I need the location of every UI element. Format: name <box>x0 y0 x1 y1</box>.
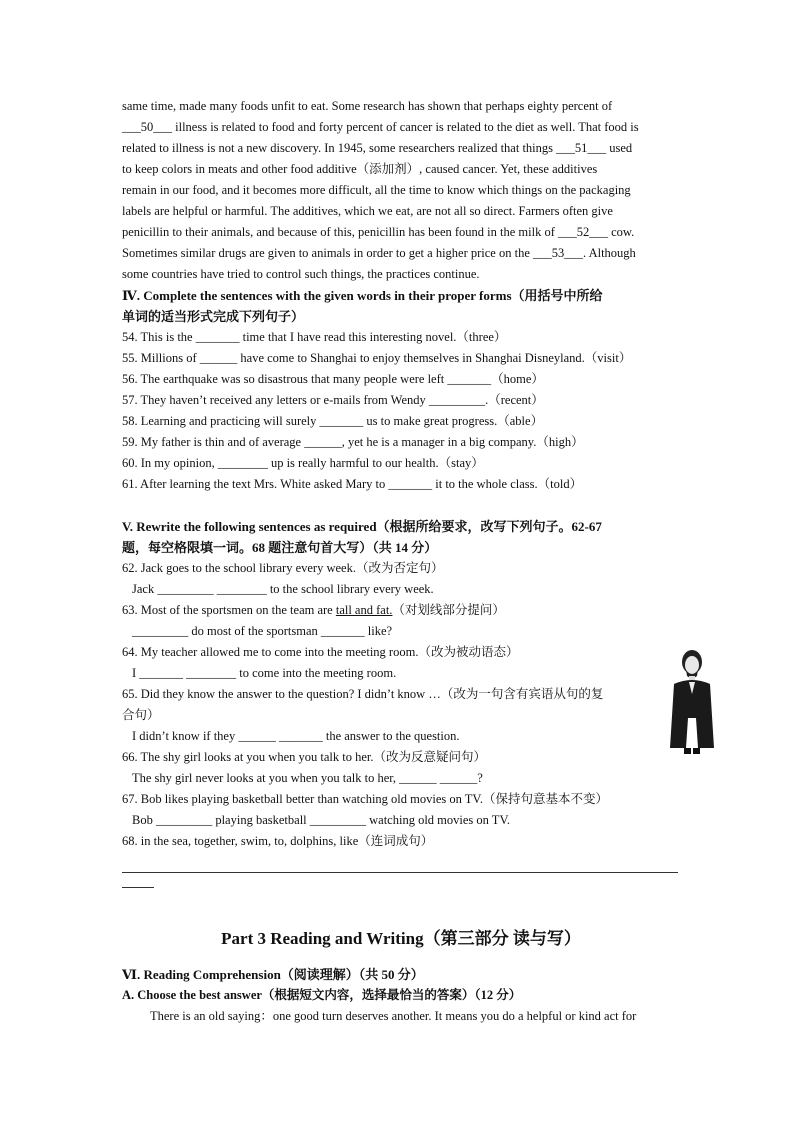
answer-62: Jack _________ ________ to the school library every week. <box>132 582 434 596</box>
section-6-heading: Ⅵ. Reading Comprehension（阅读理解）（共 50 分） <box>122 967 424 982</box>
section-5-heading-cont: 题，每空格限填一词。68 题注意句首大写）（共 14 分） <box>122 540 438 555</box>
question-66: 66. The shy girl looks at you when you talk to her.（改为反意疑问句） <box>122 750 486 764</box>
answer-66: The shy girl never looks at you when you talk to her, ______ ______? <box>132 771 483 785</box>
exam-page <box>122 96 680 1027</box>
section-4-heading-cont: 单词的适当形式完成下列句子） <box>122 309 305 324</box>
passage-line: some countries have tried to control such things, the practices continue. <box>122 267 480 281</box>
passage-line: Sometimes similar drugs are given to animals in order to get a higher price on the ___53___. Although <box>122 246 636 260</box>
reading-first-line <box>122 1006 680 1027</box>
question-55: 55. Millions of ______ have come to Shanghai to enjoy themselves in Shanghai Disneyland.（visit） <box>122 351 632 365</box>
cloze-passage <box>122 96 680 285</box>
question-56: 56. The earthquake was so disastrous that many people were left _______（home） <box>122 372 544 386</box>
question-58: 58. Learning and practicing will surely _______ us to make great progress.（able） <box>122 414 544 428</box>
section-5 <box>122 516 680 888</box>
question-67: 67. Bob likes playing basketball better than watching old movies on TV.（保持句意基本不变） <box>122 792 608 806</box>
question-59: 59. My father is thin and of average ______, yet he is a manager in a big company.（high） <box>122 435 584 449</box>
answer-68-line-short <box>122 873 154 888</box>
question-57: 57. They haven’t received any letters or e-mails from Wendy _________.（recent） <box>122 393 544 407</box>
passage-line: same time, made many foods unfit to eat. Some research has shown that perhaps eighty percent of <box>122 99 613 113</box>
underlined-phrase: tall and fat. <box>335 603 393 617</box>
passage-line: penicillin to their animals, and because of this, penicillin has been found in the milk of ___52___ cow. <box>122 225 635 239</box>
question-64: 64. My teacher allowed me to come into the meeting room.（改为被动语态） <box>122 645 519 659</box>
answer-67: Bob _________ playing basketball _________ watching old movies on TV. <box>132 813 510 827</box>
question-65-cont: 合句） <box>122 708 160 722</box>
section-4-heading: Ⅳ. Complete the sentences with the given words in their proper forms（用括号中所给 <box>122 288 603 303</box>
answer-68-line <box>122 856 678 873</box>
answer-63: _________ do most of the sportsman _______ like? <box>132 624 393 638</box>
passage-line: labels are helpful or harmful. The additives, which we eat, are not all so direct. Farmers often give <box>122 204 613 218</box>
answer-64: I _______ ________ to come into the meeting room. <box>132 666 397 680</box>
passage-line: ___50___ illness is related to food and forty percent of cancer is related to the diet as well. That food is <box>122 120 639 134</box>
passage-line: related to illness is not a new discovery. In 1945, some researchers realized that things ___51___ used <box>122 141 633 155</box>
question-62: 62. Jack goes to the school library every week.（改为否定句） <box>122 561 444 575</box>
question-60: 60. In my opinion, ________ up is really harmful to our health.（stay） <box>122 456 484 470</box>
section-a-heading: A. Choose the best answer（根据短文内容，选择最恰当的答案）（12 分） <box>122 988 522 1002</box>
reading-first-line-text: There is an old saying：one good turn deserves another. It means you do a helpful or kind act for <box>150 1009 637 1023</box>
passage-line: to keep colors in meats and other food additive（添加剂）, caused cancer. Yet, these additives <box>122 162 598 176</box>
question-63-instruction: （对划线部分提问） <box>392 603 505 617</box>
question-63-text: 63. Most of the sportsmen on the team are <box>122 603 336 617</box>
section-4 <box>122 285 680 495</box>
answer-65: I didn’t know if they ______ _______ the answer to the question. <box>132 729 460 743</box>
question-61: 61. After learning the text Mrs. White asked Mary to _______ it to the whole class.（told） <box>122 477 583 491</box>
question-68: 68. in the sea, together, swim, to, dolphins, like（连词成句） <box>122 834 434 848</box>
section-5-heading: V. Rewrite the following sentences as required（根据所给要求，改写下列句子。62-67 <box>122 519 602 534</box>
part-3-title: Part 3 Reading and Writing（第三部分 读与写） <box>221 929 581 948</box>
passage-line: remain in our food, and it becomes more difficult, all the time to know which things on the packaging <box>122 183 631 197</box>
man-illustration <box>662 648 722 756</box>
question-54: 54. This is the _______ time that I have read this interesting novel.（three） <box>122 330 507 344</box>
question-63 <box>122 600 680 621</box>
question-65: 65. Did they know the answer to the question? I didn’t know …（改为一句含有宾语从句的复 <box>122 687 604 701</box>
